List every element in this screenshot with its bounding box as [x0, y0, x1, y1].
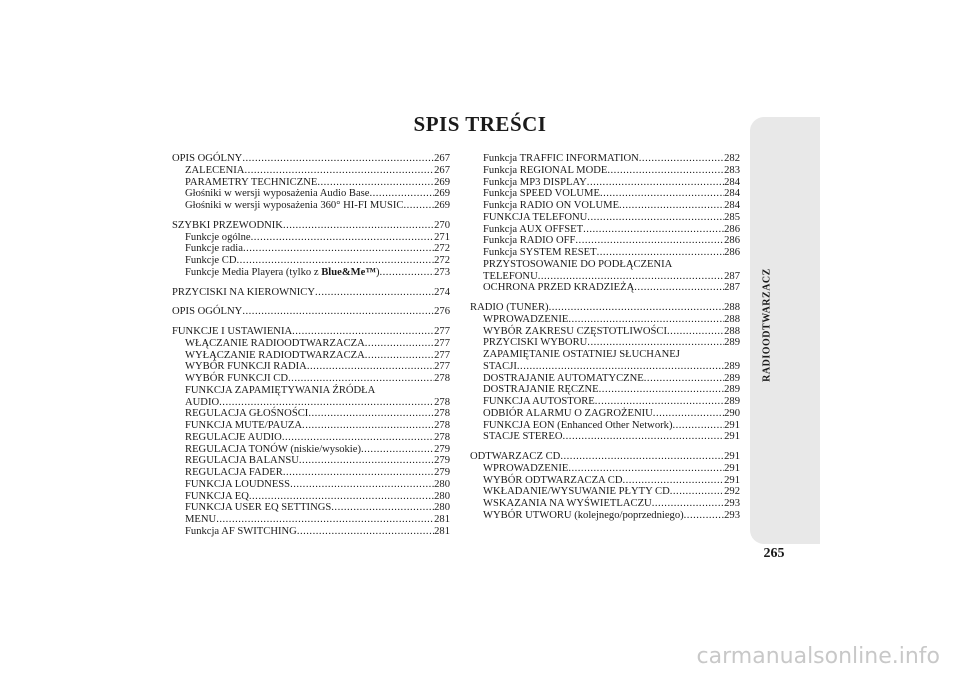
toc-entry-page: 289: [724, 360, 740, 372]
toc-entry[interactable]: [172, 479, 450, 491]
toc-entry-page: 269: [434, 188, 450, 200]
dot-leader: [365, 338, 434, 350]
toc-entry-title: OCHRONA PRZED KRADZIEŻĄ: [483, 282, 635, 294]
dot-leader: [243, 243, 434, 255]
toc-entry-title: ZAPAMIĘTANIE OSTATNIEJ SŁUCHANEJ: [483, 349, 680, 360]
toc-entry[interactable]: [172, 153, 450, 165]
dot-leader: [283, 467, 434, 479]
toc-entry-title: Funkcje radia: [185, 243, 243, 255]
dot-leader: [237, 255, 435, 267]
toc-entry-title: WYBÓR FUNKCJI CD: [185, 373, 289, 384]
toc-entry-page: 278: [434, 373, 450, 384]
toc-entry[interactable]: [470, 247, 740, 259]
toc-entry[interactable]: [470, 510, 740, 522]
toc-entry[interactable]: [172, 243, 450, 255]
dot-leader: [302, 420, 434, 432]
toc-entry[interactable]: [172, 255, 450, 267]
toc-entry-page: 284: [724, 200, 740, 211]
dot-leader: [290, 479, 434, 491]
dot-leader: [634, 282, 724, 294]
toc-entry-title: FUNKCJA ZAPAMIĘTYWANIA ŹRÓDŁA: [185, 384, 376, 396]
toc-entry-page: 283: [724, 164, 740, 176]
dot-leader: [292, 326, 434, 338]
toc-entry-title: Funkcja MP3 DISPLAY: [483, 176, 587, 188]
toc-entry[interactable]: [470, 420, 740, 432]
dot-leader: [379, 267, 434, 279]
dot-leader: [587, 212, 724, 224]
toc-entry-title: WSKAZANIA NA WYŚWIETLACZU: [483, 498, 652, 509]
toc-entry-title: Funkcja RADIO OFF: [483, 235, 576, 247]
toc-entry[interactable]: [470, 212, 740, 224]
toc-entry-page: 291: [724, 474, 740, 486]
toc-entry-title: STACJE STEREO: [483, 431, 563, 443]
toc-entry-page: 271: [434, 231, 450, 243]
toc-entry[interactable]: [470, 302, 740, 314]
dot-leader: [219, 397, 434, 409]
toc-entry-page: 272: [434, 243, 450, 255]
toc-entry[interactable]: [172, 200, 450, 212]
dot-leader: [672, 420, 724, 432]
toc-entry-title: REGULACJA TONÓW (niskie/wysokie): [185, 443, 361, 455]
toc-entry-page: 291: [724, 419, 740, 431]
toc-entry-title: Głośniki w wersji wyposażenia 360° HI-FI MUSIC: [185, 200, 404, 211]
toc-entry-page: 280: [434, 490, 450, 502]
toc-entry[interactable]: [470, 200, 740, 212]
toc-entry[interactable]: [172, 502, 450, 514]
toc-entry-page: 289: [724, 384, 740, 396]
toc-entry-page: 291: [724, 462, 740, 474]
dot-leader: [365, 350, 434, 362]
toc-entry-page: 289: [724, 372, 740, 384]
toc-entry-page: 273: [434, 266, 450, 278]
dot-leader: [619, 200, 724, 212]
toc-entry[interactable]: [470, 475, 740, 487]
toc-entry-page: 276: [434, 306, 450, 318]
dot-leader: [670, 486, 724, 498]
watermark: carmanualsonline.info: [696, 644, 940, 669]
toc-entry[interactable]: [470, 349, 740, 361]
toc-entry[interactable]: [470, 498, 740, 510]
toc-entry-page: 281: [434, 514, 450, 525]
toc-entry-title: Głośniki w wersji wyposażenia Audio Base: [185, 188, 370, 200]
toc-entry-title: PRZYCISKI NA KIEROWNICY: [172, 286, 316, 298]
toc-entry-title: WŁĄCZANIE RADIOODTWARZACZA: [185, 337, 365, 349]
toc-entry-title: Funkcje CD: [185, 255, 237, 266]
toc-entry-page: 291: [724, 431, 740, 443]
toc-entry-page: 278: [434, 431, 450, 443]
toc-entry-title: WKŁADANIE/WYSUWANIE PŁYTY CD: [483, 486, 670, 498]
toc-entry-page: 286: [724, 235, 740, 247]
toc-entry[interactable]: [470, 282, 740, 294]
toc-entry-page: 281: [434, 525, 450, 537]
toc-entry-page: 293: [724, 498, 740, 509]
toc-entry[interactable]: [470, 396, 740, 408]
dot-leader: [251, 232, 434, 244]
toc-entry-page: 279: [434, 467, 450, 478]
toc-entry-title: FUNKCJA MUTE/PAUZA: [185, 420, 303, 431]
dot-leader: [563, 431, 725, 443]
dot-leader: [317, 177, 434, 189]
dot-leader: [575, 235, 724, 247]
toc-entry[interactable]: [470, 314, 740, 326]
dot-leader: [549, 302, 725, 314]
toc-entry[interactable]: [172, 408, 450, 420]
toc-entry-title: WYBÓR FUNKCJI RADIA: [185, 361, 307, 373]
toc-entry[interactable]: [172, 177, 450, 189]
toc-entry-title: Funkcja REGIONAL MODE: [483, 164, 608, 176]
toc-entry[interactable]: [172, 267, 450, 279]
toc-entry-title: AUDIO: [185, 396, 220, 408]
toc-entry-title: REGULACJA FADER: [185, 467, 283, 478]
dot-leader: [315, 287, 434, 299]
toc-entry-title: Funkcja SYSTEM RESET: [483, 247, 597, 258]
toc-entry[interactable]: [470, 408, 740, 420]
dot-leader: [517, 361, 724, 373]
toc-right-column: [470, 153, 740, 522]
toc-entry-title: TELEFONU: [483, 270, 538, 282]
dot-leader: [622, 475, 724, 487]
toc-entry-title: REGULACJA GŁOŚNOŚCI: [185, 408, 309, 420]
toc-entry[interactable]: [172, 350, 450, 362]
toc-entry-title: Funkcje ogólne: [185, 231, 251, 243]
dot-leader: [607, 165, 724, 177]
dot-leader: [595, 396, 724, 408]
toc-entry[interactable]: [470, 165, 740, 177]
toc-left-column: [172, 153, 450, 538]
dot-leader: [244, 165, 434, 177]
toc-entry[interactable]: [470, 384, 740, 396]
toc-entry-title: OPIS OGÓLNY: [172, 306, 243, 318]
dot-leader: [216, 514, 434, 526]
toc-entry-page: 277: [434, 361, 450, 373]
dot-leader: [538, 271, 724, 283]
toc-entry[interactable]: [470, 259, 740, 271]
toc-entry-page: 289: [724, 396, 740, 407]
toc-entry[interactable]: [470, 326, 740, 338]
dot-leader: [600, 188, 724, 200]
toc-entry[interactable]: [172, 287, 450, 299]
toc-entry-title: FUNKCJE I USTAWIENIA: [172, 326, 293, 337]
toc-entry-title: FUNKCJA TELEFONU: [483, 211, 588, 223]
toc-entry-title: FUNKCJA AUTOSTORE: [483, 396, 595, 407]
dot-leader: [684, 510, 724, 522]
dot-leader: [307, 361, 434, 373]
dot-leader: [583, 224, 724, 236]
dot-leader: [639, 153, 724, 165]
toc-entry-page: 269: [434, 176, 450, 188]
toc-entry-title: REGULACJE AUDIO: [185, 431, 282, 443]
toc-entry-page: 286: [724, 247, 740, 258]
toc-entry-page: 284: [724, 188, 740, 200]
toc-entry-page: 278: [434, 408, 450, 420]
toc-entry-title: REGULACJA BALANSU: [185, 455, 299, 467]
toc-entry[interactable]: [470, 153, 740, 165]
toc-entry-title: DOSTRAJANIE RĘCZNE: [483, 384, 599, 396]
toc-entry-title: ODBIÓR ALARMU O ZAGROŻENIU: [483, 407, 653, 419]
toc-entry[interactable]: [172, 420, 450, 432]
dot-leader: [652, 498, 724, 510]
toc-entry-title: PARAMETRY TECHNICZNE: [185, 176, 318, 188]
toc-entry-title: Funkcja AF SWITCHING: [185, 525, 297, 537]
toc-entry-page: 287: [724, 270, 740, 282]
dot-leader: [308, 408, 434, 420]
chapter-tab-label: RADIOODTWARZACZ: [761, 268, 773, 382]
toc-entry-title: RADIO (TUNER): [470, 302, 549, 313]
toc-entry[interactable]: [470, 224, 740, 236]
toc-entry-page: 284: [724, 176, 740, 188]
toc-entry[interactable]: [470, 188, 740, 200]
toc-entry-page: 288: [724, 313, 740, 325]
toc-entry-page: 267: [434, 153, 450, 164]
dot-leader: [560, 451, 724, 463]
toc-entry[interactable]: [172, 326, 450, 338]
toc-entry-title: PRZYSTOSOWANIE DO PODŁĄCZENIA: [483, 258, 673, 270]
toc-entry-page: 288: [724, 302, 740, 313]
toc-entry-title: OPIS OGÓLNY: [172, 153, 243, 164]
toc-entry-page: 278: [434, 420, 450, 431]
toc-entry-title: FUNKCJA USER EQ SETTINGS: [185, 502, 332, 514]
toc-entry-title: WYBÓR ODTWARZACZA CD: [483, 474, 623, 486]
toc-entry-page: 282: [724, 153, 740, 164]
toc-entry-title: WPROWADZENIE: [483, 462, 569, 474]
page-title: SPIS TREŚCI: [413, 112, 547, 136]
dot-leader: [587, 177, 724, 189]
toc-entry-page: 274: [434, 286, 450, 298]
toc-entry[interactable]: [172, 220, 450, 232]
toc-entry[interactable]: [470, 235, 740, 247]
dot-leader: [369, 188, 434, 200]
toc-entry-page: 290: [724, 407, 740, 419]
dot-leader: [242, 306, 434, 318]
toc-entry[interactable]: [172, 306, 450, 318]
toc-entry[interactable]: [172, 455, 450, 467]
toc-entry[interactable]: [470, 463, 740, 475]
toc-entry[interactable]: [172, 188, 450, 200]
dot-leader: [667, 326, 724, 338]
dot-leader: [599, 384, 724, 396]
dot-leader: [361, 444, 434, 456]
toc-entry-page: 277: [434, 349, 450, 361]
dot-leader: [568, 314, 724, 326]
toc-entry-title: Funkcja RADIO ON VOLUME: [483, 200, 620, 211]
dot-leader: [403, 200, 434, 212]
toc-entry[interactable]: [470, 271, 740, 283]
dot-leader: [568, 463, 724, 475]
dot-leader: [644, 373, 724, 385]
toc-entry-title: Funkcja TRAFFIC INFORMATION: [483, 153, 639, 164]
dot-leader: [299, 455, 434, 467]
toc-entry[interactable]: [470, 373, 740, 385]
toc-entry-page: 278: [434, 396, 450, 408]
toc-entry[interactable]: [470, 337, 740, 349]
toc-entry[interactable]: [172, 514, 450, 526]
toc-entry-title: ZALECENIA: [185, 164, 245, 176]
toc-entry[interactable]: [172, 397, 450, 409]
toc-entry[interactable]: [172, 432, 450, 444]
toc-entry-title: Funkcje Media Playera (tylko z Blue&Me™): [185, 266, 380, 278]
toc-entry-page: 279: [434, 443, 450, 455]
toc-entry-title: DOSTRAJANIE AUTOMATYCZNE: [483, 372, 644, 384]
toc-entry-title: ODTWARZACZ CD: [470, 451, 561, 462]
toc-entry-page: 293: [724, 509, 740, 521]
toc-entry[interactable]: [172, 232, 450, 244]
toc-entry[interactable]: [172, 385, 450, 397]
toc-entry-title: PRZYCISKI WYBORU: [483, 337, 588, 349]
toc-entry[interactable]: [172, 165, 450, 177]
toc-entry-title: FUNKCJA EQ: [185, 490, 249, 502]
dot-leader: [587, 337, 724, 349]
dot-leader: [331, 502, 434, 514]
toc-entry-title: SZYBKI PRZEWODNIK: [172, 219, 283, 231]
toc-entry-page: 270: [434, 219, 450, 231]
dot-leader: [283, 220, 434, 232]
toc-entry[interactable]: [172, 467, 450, 479]
toc-entry[interactable]: [470, 177, 740, 189]
toc-entry[interactable]: [172, 361, 450, 373]
toc-entry-page: 279: [434, 455, 450, 467]
toc-entry-page: 292: [724, 486, 740, 498]
toc-entry[interactable]: [172, 526, 450, 538]
toc-entry-page: 289: [724, 337, 740, 349]
toc-entry-page: 280: [434, 502, 450, 514]
toc-entry-page: 277: [434, 337, 450, 349]
toc-entry-title: Funkcja SPEED VOLUME: [483, 188, 600, 200]
page-number: 265: [763, 546, 785, 561]
toc-entry-title: STACJI: [483, 360, 517, 372]
dot-leader: [653, 408, 724, 420]
toc-entry-page: 291: [724, 451, 740, 462]
toc-entry-title: FUNKCJA LOUDNESS: [185, 478, 291, 490]
toc-entry[interactable]: [470, 486, 740, 498]
toc-entry-page: 267: [434, 164, 450, 176]
toc-entry-page: 280: [434, 478, 450, 490]
toc-entry-page: 277: [434, 326, 450, 337]
toc-entry-title: WPROWADZENIE: [483, 313, 569, 325]
toc-entry-title: FUNKCJA EON (Enhanced Other Network): [483, 419, 673, 431]
toc-entry-title: WYŁĄCZANIE RADIODTWARZACZA: [185, 349, 365, 361]
dot-leader: [597, 247, 725, 259]
toc-entry-page: 285: [724, 211, 740, 223]
toc-entry-page: 286: [724, 223, 740, 235]
toc-entry-title: MENU: [185, 514, 217, 525]
toc-entry[interactable]: [172, 373, 450, 385]
toc-entry[interactable]: [470, 361, 740, 373]
dot-leader: [242, 153, 434, 165]
toc-entry[interactable]: [172, 491, 450, 503]
dot-leader: [249, 491, 434, 503]
toc-entry[interactable]: [470, 451, 740, 463]
toc-entry[interactable]: [172, 444, 450, 456]
toc-entry-title: WYBÓR UTWORU (kolejnego/poprzedniego): [483, 509, 684, 521]
toc-entry-page: 269: [434, 200, 450, 211]
toc-entry[interactable]: [470, 431, 740, 443]
toc-entry-page: 288: [724, 325, 740, 337]
dot-leader: [288, 373, 434, 385]
toc-entry[interactable]: [172, 338, 450, 350]
dot-leader: [282, 432, 434, 444]
toc-entry-page: 272: [434, 255, 450, 266]
toc-entry-title: WYBÓR ZAKRESU CZĘSTOTLIWOŚCI: [483, 325, 668, 337]
toc-entry-page: 287: [724, 282, 740, 294]
toc-entry-title: Funkcja AUX OFFSET: [483, 223, 584, 235]
dot-leader: [297, 526, 434, 538]
